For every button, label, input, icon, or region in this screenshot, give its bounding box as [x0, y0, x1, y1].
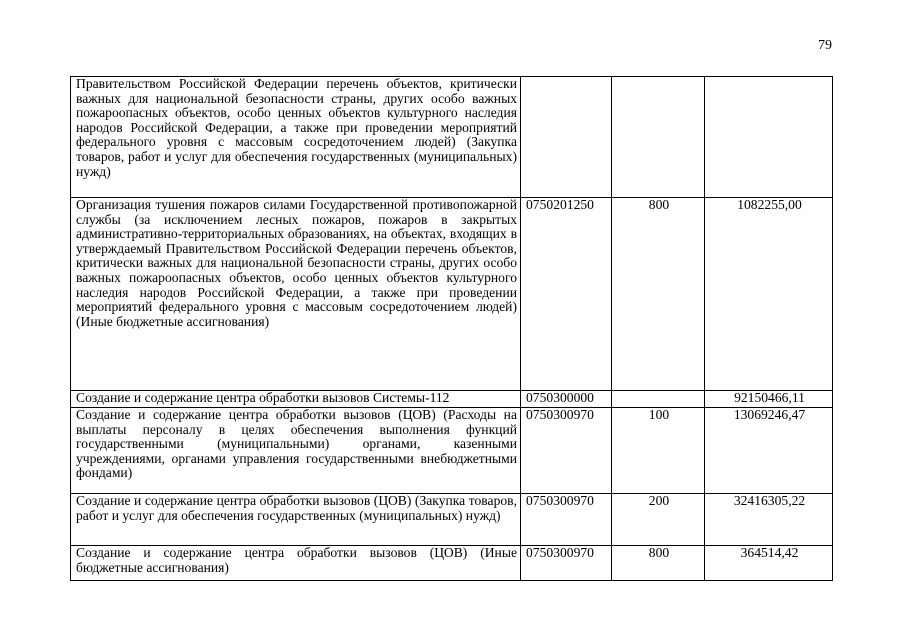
page-number: 79 [818, 38, 832, 53]
row-code-cell: 0750300970 [521, 494, 612, 546]
row-type-cell: 100 [612, 408, 705, 494]
budget-table [70, 76, 833, 581]
row-sum-cell: 13069246,47 [705, 408, 833, 494]
row-name-cell: Организация тушения пожаров силами Государственной противопожарной службы (за исключением лесных пожаров, пожаров в закрытых административно-территориальных образованиях, на объектах, входящих в утверждаемый Правительством Российской Федерации перечень объектов, критически важных для национальной безопасности страны, других особо важных пожароопасных объектов, особо ценных объектов культурного наследия народов Российской Федерации, а также при проведении мероприятий федерального уровня с массовым сосредоточением людей) (Иные бюджетные ассигнования) [71, 198, 521, 391]
table-row [71, 391, 833, 408]
row-type-cell [612, 77, 705, 198]
row-sum-cell: 32416305,22 [705, 494, 833, 546]
row-type-cell: 800 [612, 546, 705, 581]
row-sum-cell: 92150466,11 [705, 391, 833, 408]
row-code-cell: 0750201250 [521, 198, 612, 391]
row-sum-cell [705, 77, 833, 198]
row-code-cell: 0750300970 [521, 546, 612, 581]
row-type-cell: 200 [612, 494, 705, 546]
row-sum-cell: 1082255,00 [705, 198, 833, 391]
row-name-cell: Создание и содержание центра обработки вызовов Системы-112 [71, 391, 521, 408]
table-row [71, 546, 833, 581]
row-type-cell: 800 [612, 198, 705, 391]
row-code-cell: 0750300970 [521, 408, 612, 494]
row-name-cell: Создание и содержание центра обработки вызовов (ЦОВ) (Иные бюджетные ассигнования) [71, 546, 521, 581]
row-name-cell: Создание и содержание центра обработки вызовов (ЦОВ) (Закупка товаров, работ и услуг для обеспечения государственных (муниципальных) нужд) [71, 494, 521, 546]
table-row [71, 494, 833, 546]
table-row [71, 408, 833, 494]
row-code-cell [521, 77, 612, 198]
row-type-cell [612, 391, 705, 408]
row-name-cell: Правительством Российской Федерации перечень объектов, критически важных для национальной безопасности страны, других особо важных пожароопасных объектов, особо ценных объектов культурного наследия народов Российской Федерации, а также при проведении мероприятий федерального уровня с массовым сосредоточением людей) (Закупка товаров, работ и услуг для обеспечения государственных (муниципальных) нужд) [71, 77, 521, 198]
row-code-cell: 0750300000 [521, 391, 612, 408]
row-sum-cell: 364514,42 [705, 546, 833, 581]
table-row [71, 77, 833, 198]
table-row [71, 198, 833, 391]
row-name-cell: Создание и содержание центра обработки вызовов (ЦОВ) (Расходы на выплаты персоналу в целях обеспечения выполнения функций государственными (муниципальными) органами, казенными учреждениями, органами управления государственными внебюджетными фондами) [71, 408, 521, 494]
